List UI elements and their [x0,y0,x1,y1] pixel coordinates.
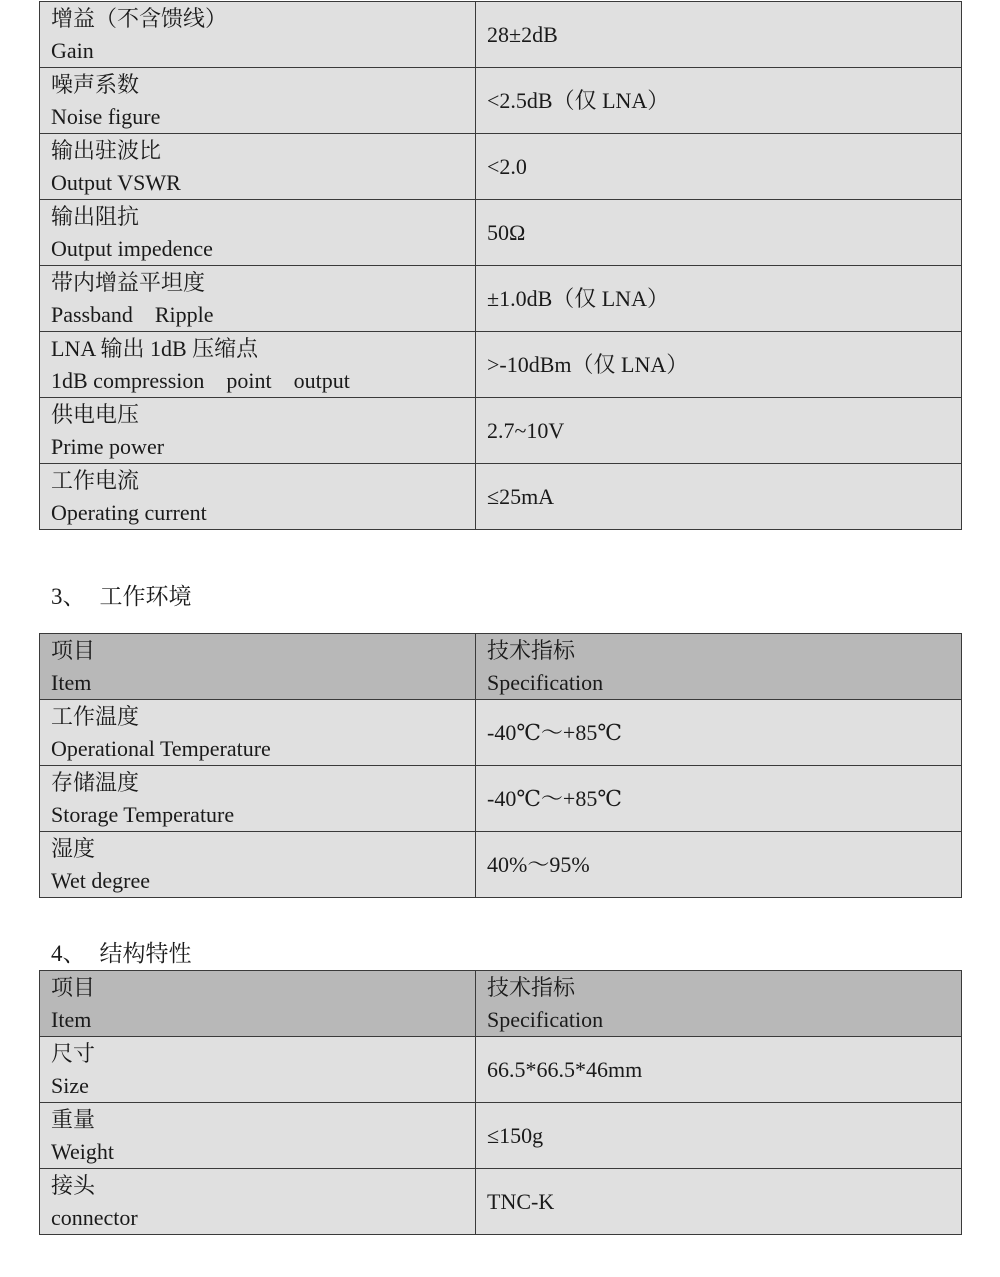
table-row [40,398,962,464]
param-name-zh: 输出驻波比 [51,137,162,163]
header-spec-en: Specification [487,669,604,695]
value-cell: <2.0 [476,134,962,200]
value-cell: <2.5dB（仅 LNA） [476,68,962,134]
param-cell [40,68,476,134]
param-cell [40,700,476,766]
header-item-zh: 项目 [51,637,96,663]
param-cell [40,1169,476,1235]
table-row [40,200,962,266]
section-heading-environment [51,582,192,612]
param-name-en: Gain [51,37,94,63]
param-name-zh: 工作温度 [51,703,140,729]
param-name-en: connector [51,1204,138,1230]
header-spec-cell [476,971,962,1037]
param-name-zh: 尺寸 [51,1040,96,1066]
param-cell [40,398,476,464]
table-row [40,832,962,898]
value-cell: 28±2dB [476,2,962,68]
param-cell [40,832,476,898]
section-heading-structure [51,939,192,969]
param-name-en: Wet degree [51,867,150,893]
section-number: 3、 [51,584,86,609]
param-cell [40,200,476,266]
param-cell [40,464,476,530]
table-row [40,766,962,832]
table-row [40,700,962,766]
param-name-zh: 带内增益平坦度 [51,269,206,295]
param-name-en: Prime power [51,433,165,459]
param-name-en: Noise figure [51,103,161,129]
table-header-row [40,634,962,700]
environment-table [39,633,962,898]
value-cell: >-10dBm（仅 LNA） [476,332,962,398]
table-row [40,134,962,200]
param-name-en: Passband Ripple [51,301,214,327]
structure-table [39,970,962,1235]
header-spec-cell [476,634,962,700]
param-name-en: Storage Temperature [51,801,235,827]
table-row [40,332,962,398]
table-row [40,68,962,134]
table-header-row [40,971,962,1037]
param-cell [40,266,476,332]
header-spec-en: Specification [487,1006,604,1032]
table-row [40,1037,962,1103]
value-cell: 66.5*66.5*46mm [476,1037,962,1103]
header-item-en: Item [51,669,92,695]
table-row [40,1103,962,1169]
header-item-en: Item [51,1006,92,1032]
param-cell [40,332,476,398]
param-name-zh: LNA 输出 1dB 压缩点 [51,335,259,361]
value-cell: TNC-K [476,1169,962,1235]
table-row [40,2,962,68]
param-name-zh: 供电电压 [51,401,140,427]
param-name-zh: 输出阻抗 [51,203,140,229]
value-cell: -40℃～+85℃ [476,700,962,766]
param-cell [40,1103,476,1169]
section-title: 工作环境 [99,584,192,609]
value-cell: ≤150g [476,1103,962,1169]
table-row [40,1169,962,1235]
header-spec-zh: 技术指标 [487,637,576,663]
param-cell [40,1037,476,1103]
param-cell [40,134,476,200]
value-cell: 40%～95% [476,832,962,898]
param-name-en: Operational Temperature [51,735,271,761]
param-name-en: 1dB compression point output [51,367,350,393]
value-cell: 50Ω [476,200,962,266]
param-name-en: Output VSWR [51,169,181,195]
header-item-zh: 项目 [51,974,96,1000]
value-cell: 2.7~10V [476,398,962,464]
param-name-zh: 湿度 [51,835,96,861]
header-spec-zh: 技术指标 [487,974,576,1000]
param-cell [40,2,476,68]
table-row [40,266,962,332]
header-item-cell [40,971,476,1037]
param-name-zh: 噪声系数 [51,71,140,97]
param-name-zh: 重量 [51,1106,96,1132]
section-number: 4、 [51,941,86,966]
table-row [40,464,962,530]
header-item-cell [40,634,476,700]
param-name-en: Weight [51,1138,114,1164]
param-name-zh: 接头 [51,1172,96,1198]
value-cell: ≤25mA [476,464,962,530]
electrical-spec-table [39,1,962,530]
value-cell: ±1.0dB（仅 LNA） [476,266,962,332]
param-cell [40,766,476,832]
param-name-en: Size [51,1072,89,1098]
param-name-zh: 增益（不含馈线） [51,5,228,31]
section-title: 结构特性 [99,941,192,966]
param-name-zh: 工作电流 [51,467,140,493]
value-cell: -40℃～+85℃ [476,766,962,832]
param-name-en: Operating current [51,499,207,525]
param-name-en: Output impedence [51,235,213,261]
param-name-zh: 存储温度 [51,769,140,795]
